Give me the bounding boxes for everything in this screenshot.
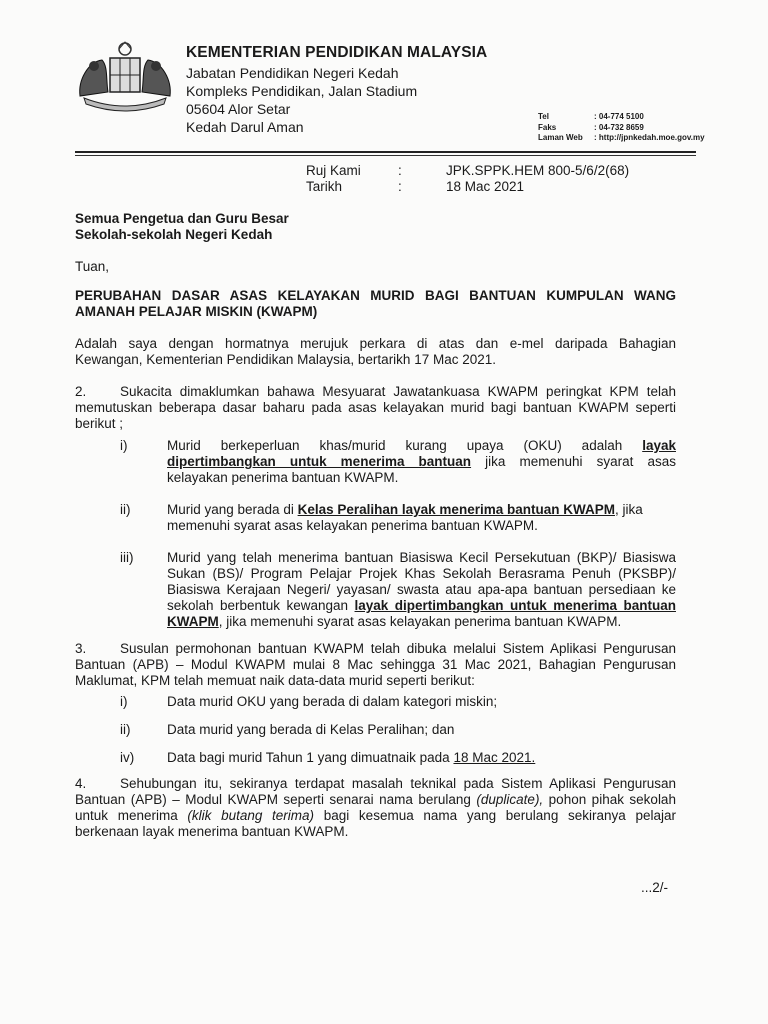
list3-i-number: i) [120, 694, 128, 709]
item-i-emphasis: dipertimbangkan untuk menerima bantuan [167, 454, 472, 469]
contact-label: Laman Web [538, 133, 583, 142]
salutation: Tuan, [75, 259, 110, 274]
contact-fax [538, 123, 705, 134]
para4-line-1: Sehubungan itu, sekiranya terdapat masalah teknikal pada Sistem Aplikasi Pengurusan [120, 776, 676, 791]
list3-iv-text [167, 750, 535, 766]
para3-number: 3. [75, 641, 87, 656]
ministry-name: KEMENTERIAN PENDIDIKAN MALAYSIA [186, 44, 488, 61]
para3-line-1: Susulan permohonan bantuan KWAPM telah dibuka melalui Sistem Aplikasi Pengurusan [120, 641, 676, 656]
item-iii-emphasis: layak dipertimbangkan untuk menerima bantuan [354, 598, 676, 613]
contact-block [538, 112, 705, 144]
list3-iv-text-plain: Data bagi murid Tahun 1 yang dimuatnaik pada [167, 750, 450, 765]
para3-line-2: Bantuan (APB) – Modul KWAPM mulai 8 Mac sehingga 31 Mac 2021, Bahagian Pengurusan [75, 657, 676, 672]
contact-value: : http://jpnkedah.moe.gov.my [594, 133, 705, 142]
para1-line-2: Kewangan, Kementerian Pendidikan Malaysia, bertarikh 17 Mac 2021. [75, 352, 496, 367]
para1-line-1: Adalah saya dengan hormatnya merujuk perkara di atas dan e-mel daripada Bahagian [75, 336, 676, 351]
page-continuation-marker: ...2/- [641, 880, 669, 895]
para2-line-2: memutuskan beberapa dasar baharu pada asas kelayakan murid bagi bantuan KWAPM seperti [75, 400, 676, 415]
item-i-number: i) [120, 438, 128, 453]
item-iii-line-2: Sukan (BS)/ Program Pelajar Projek Khas Sekolah Berasrama Penuh (PKSBP)/ [167, 566, 676, 581]
item-ii-text: , jika [614, 502, 643, 517]
address-line-3: 05604 Alor Setar [186, 101, 291, 117]
contact-tel [538, 112, 705, 123]
address-line-1: Jabatan Pendidikan Negeri Kedah [186, 65, 399, 81]
address-line-4: Kedah Darul Aman [186, 119, 304, 135]
item-ii-number: ii) [120, 502, 131, 517]
contact-label: Faks [538, 122, 557, 132]
item-i-line-1 [167, 438, 676, 454]
ref-label: Ruj Kami [306, 163, 361, 178]
contact-web [538, 133, 705, 144]
para4-line-3 [75, 808, 676, 824]
para4-number: 4. [75, 776, 87, 791]
item-iii-line-1: Murid yang telah menerima bantuan Biasiswa Kecil Persekutuan (BKP)/ Biasiswa [167, 550, 676, 565]
item-iii-text: , jika memenuhi syarat asas kelayakan penerima bantuan KWAPM. [218, 614, 622, 629]
para2-number: 2. [75, 384, 87, 399]
para4-italic: (klik butang terima) [187, 808, 315, 823]
subject-line-2: AMANAH PELAJAR MISKIN (KWAPM) [75, 304, 318, 319]
para4-text: pohon pihak sekolah [548, 792, 676, 807]
para4-text: Bantuan (APB) – Modul KWAPM seperti senarai nama berulang [75, 792, 471, 807]
para4-text: bagi kesemua nama yang berulang sekiranya pelajar [323, 808, 676, 823]
item-i-text: jika memenuhi syarat asas [485, 454, 676, 469]
item-i-text: Murid berkeperluan khas/murid kurang upaya (OKU) adalah [167, 438, 623, 453]
item-i-emphasis: layak [642, 438, 676, 453]
item-iii-line-3: Biasiswa Kerajaan Negeri/ yayasan/ swasta atau apa-apa bantuan persediaan ke [167, 582, 676, 597]
para4-text: untuk menerima [75, 808, 178, 823]
item-iii-number: iii) [120, 550, 134, 565]
para3-line-3: Maklumat, KPM telah memuat naik data-data murid seperti berikut: [75, 673, 475, 688]
item-iii-text: sekolah berbentuk kewangan [167, 598, 349, 613]
item-i-line-3: kelayakan penerima bantuan KWAPM. [167, 470, 399, 485]
contact-value: : 04-774 5100 [594, 112, 644, 121]
subject-line-1: PERUBAHAN DASAR ASAS KELAYAKAN MURID BAGI BANTUAN KUMPULAN WANG [75, 288, 676, 303]
letterhead-divider [75, 151, 696, 153]
list3-iv-number: iv) [120, 750, 135, 765]
contact-value: : 04-732 8659 [594, 122, 644, 132]
recipient-line-2: Sekolah-sekolah Negeri Kedah [75, 227, 273, 242]
item-ii-line-2: memenuhi syarat asas kelayakan penerima bantuan KWAPM. [167, 518, 538, 533]
date-colon: : [398, 179, 402, 194]
para2-line-3: berikut ; [75, 416, 124, 431]
date-value: 18 Mac 2021 [446, 179, 525, 194]
list3-ii-number: ii) [120, 722, 131, 737]
item-iii-emphasis: KWAPM [167, 614, 219, 629]
para4-italic: (duplicate), [476, 792, 544, 807]
item-iii-line-4 [167, 598, 676, 614]
contact-label: Tel [538, 112, 549, 121]
para2-line-1: Sukacita dimaklumkan bahawa Mesyuarat Jawatankuasa KWAPM peringkat KPM telah [120, 384, 676, 399]
item-ii-emphasis: Kelas Peralihan layak menerima bantuan KWAPM [297, 502, 615, 517]
item-iii-line-5 [167, 614, 621, 630]
list3-ii-text: Data murid yang berada di Kelas Peralihan; dan [167, 722, 455, 737]
item-i-line-2 [167, 454, 676, 470]
address-line-2: Kompleks Pendidikan, Jalan Stadium [186, 83, 418, 99]
coat-of-arms-logo [74, 40, 176, 114]
date-label: Tarikh [306, 179, 343, 194]
item-ii-line-1 [167, 502, 676, 518]
list3-iv-date: 18 Mac 2021. [453, 750, 536, 765]
ref-colon: : [398, 163, 402, 178]
para4-line-4: berkenaan layak menerima bantuan KWAPM. [75, 824, 349, 839]
ref-value: JPK.SPPK.HEM 800-5/6/2(68) [446, 163, 630, 178]
recipient-line-1: Semua Pengetua dan Guru Besar [75, 211, 289, 226]
item-ii-text: Murid yang berada di [167, 502, 294, 517]
para4-line-2 [75, 792, 676, 808]
list3-i-text: Data murid OKU yang berada di dalam kategori miskin; [167, 694, 498, 709]
letterhead-divider-thin [75, 155, 696, 156]
